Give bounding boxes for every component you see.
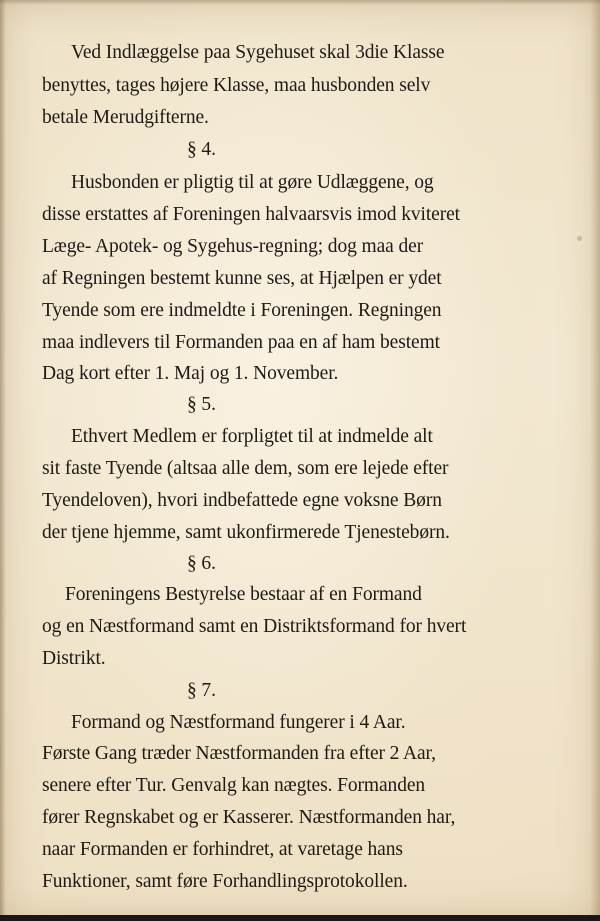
text-line: maa indlevers til Formanden paa en af ham bestemt — [42, 332, 440, 353]
text-line: Læge- Apotek- og Sygehus-regning; dog maa der — [42, 236, 424, 257]
section-heading: § 6. — [187, 553, 216, 574]
text-line: der tjene hjemme, samt ukonfirmerede Tjenestebørn. — [42, 522, 450, 543]
section-heading: § 4. — [187, 139, 216, 160]
text-line: disse erstattes af Foreningen halvaarsvis imod kviteret — [42, 204, 460, 225]
text-line: Dag kort efter 1. Maj og 1. November. — [42, 363, 339, 384]
text-line: naar Formanden er forhindret, at varetage hans — [42, 839, 403, 860]
text-line: sit faste Tyende (altsaa alle dem, som ere lejede efter — [42, 458, 449, 479]
text-line: Distrikt. — [42, 648, 106, 669]
page-top-edge — [0, 0, 600, 5]
text-line: Første Gang træder Næstformanden fra efter 2 Aar, — [42, 743, 436, 764]
text-line: af Regningen bestemt kunne ses, at Hjælpen er ydet — [42, 268, 442, 289]
paper-stain — [577, 236, 582, 241]
text-line: Formand og Næstformand fungerer i 4 Aar. — [71, 712, 406, 733]
text-line: fører Regnskabet og er Kasserer. Næstformanden har, — [42, 807, 456, 828]
text-line: Funktioner, samt føre Forhandlingsprotokollen. — [42, 871, 408, 892]
text-line: Foreningens Bestyrelse bestaar af en Formand — [65, 584, 422, 605]
text-line: Ved Indlæggelse paa Sygehuset skal 3die Klasse — [71, 42, 445, 63]
text-line: Ethvert Medlem er forpligtet til at indmelde alt — [71, 426, 433, 447]
text-line: Tyendeloven), hvori indbefattede egne voksne Børn — [42, 490, 442, 511]
text-line: benyttes, tages højere Klasse, maa husbonden selv — [42, 75, 431, 96]
scan-bottom-edge — [0, 915, 600, 921]
text-line: Husbonden er pligtig til at gøre Udlæggene, og — [71, 172, 434, 193]
page-right-edge — [590, 0, 600, 921]
page-left-edge — [0, 0, 6, 921]
section-heading: § 5. — [187, 394, 216, 415]
text-line: Tyende som ere indmeldte i Foreningen. Regningen — [42, 300, 442, 321]
text-line: betale Merudgifterne. — [42, 107, 209, 128]
text-line: og en Næstformand samt en Distriktsformand for hvert — [42, 616, 467, 637]
text-line: senere efter Tur. Genvalg kan nægtes. Formanden — [42, 775, 426, 796]
section-heading: § 7. — [187, 680, 216, 701]
